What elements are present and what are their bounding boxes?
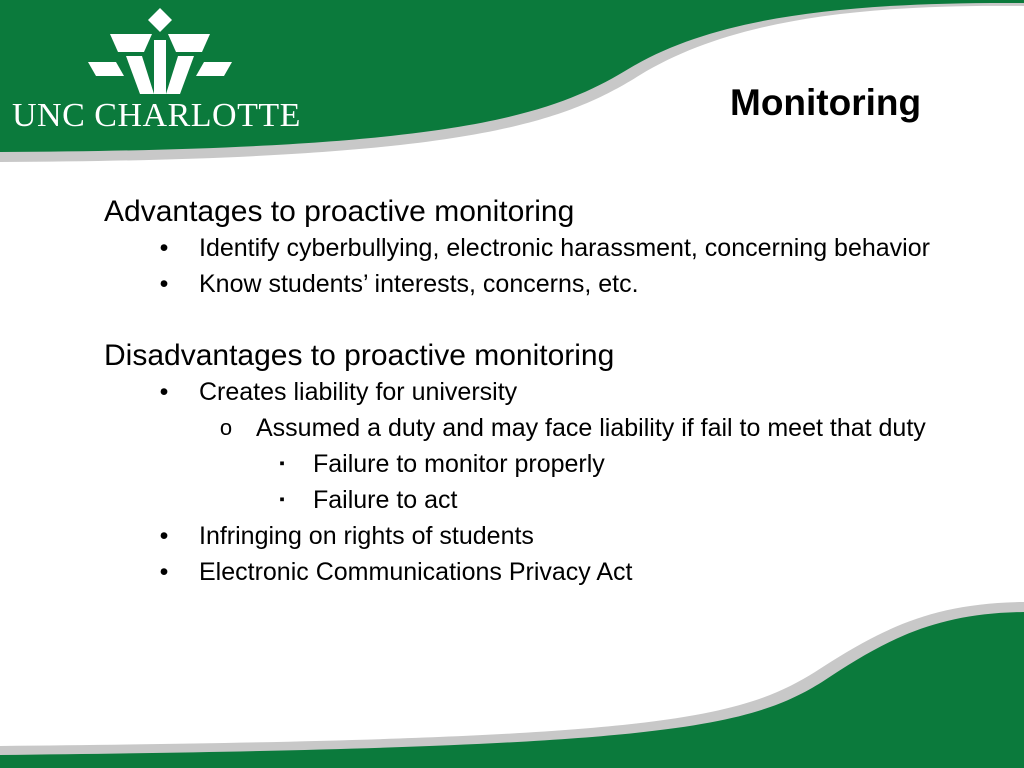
bullet-marker: • xyxy=(159,270,169,298)
bullet-item xyxy=(104,230,984,266)
sub-bullet-item xyxy=(104,410,984,446)
sub-sub-bullet-text: Failure to act xyxy=(313,486,458,514)
square-bullet-marker: ▪ xyxy=(279,491,285,508)
bullet-item xyxy=(104,518,984,554)
bullet-item xyxy=(104,374,984,410)
unc-charlotte-crown-logo-icon xyxy=(70,4,250,104)
sub-sub-bullet-item xyxy=(104,482,984,518)
bullet-text: Know students’ interests, concerns, etc. xyxy=(199,270,639,298)
bullet-marker: • xyxy=(159,522,169,550)
bullet-text: Infringing on rights of students xyxy=(199,522,534,550)
logo-wordmark: UNC CHARLOTTE xyxy=(12,97,301,134)
section-heading-advantages: Advantages to proactive monitoring xyxy=(104,195,575,228)
sub-sub-bullet-text: Failure to monitor properly xyxy=(313,450,605,478)
sub-sub-bullet-item xyxy=(104,446,984,482)
bullet-text: Electronic Communications Privacy Act xyxy=(199,558,633,586)
bullet-marker: • xyxy=(159,234,169,262)
sub-bullet-text: Assumed a duty and may face liability if fail to meet that duty xyxy=(256,414,926,442)
slide-body xyxy=(104,194,984,590)
square-bullet-marker: ▪ xyxy=(279,455,285,472)
bullet-item xyxy=(104,554,984,590)
bullet-item xyxy=(104,266,984,302)
section-heading-disadvantages: Disadvantages to proactive monitoring xyxy=(104,339,615,372)
bullet-text: Creates liability for university xyxy=(199,378,518,406)
slide-title: Monitoring xyxy=(730,82,922,123)
bullet-marker: • xyxy=(159,558,169,586)
bullet-text: Identify cyberbullying, electronic harassment, concerning behavior xyxy=(199,234,930,262)
bullet-marker: • xyxy=(159,378,169,406)
sub-bullet-marker: o xyxy=(219,415,233,440)
